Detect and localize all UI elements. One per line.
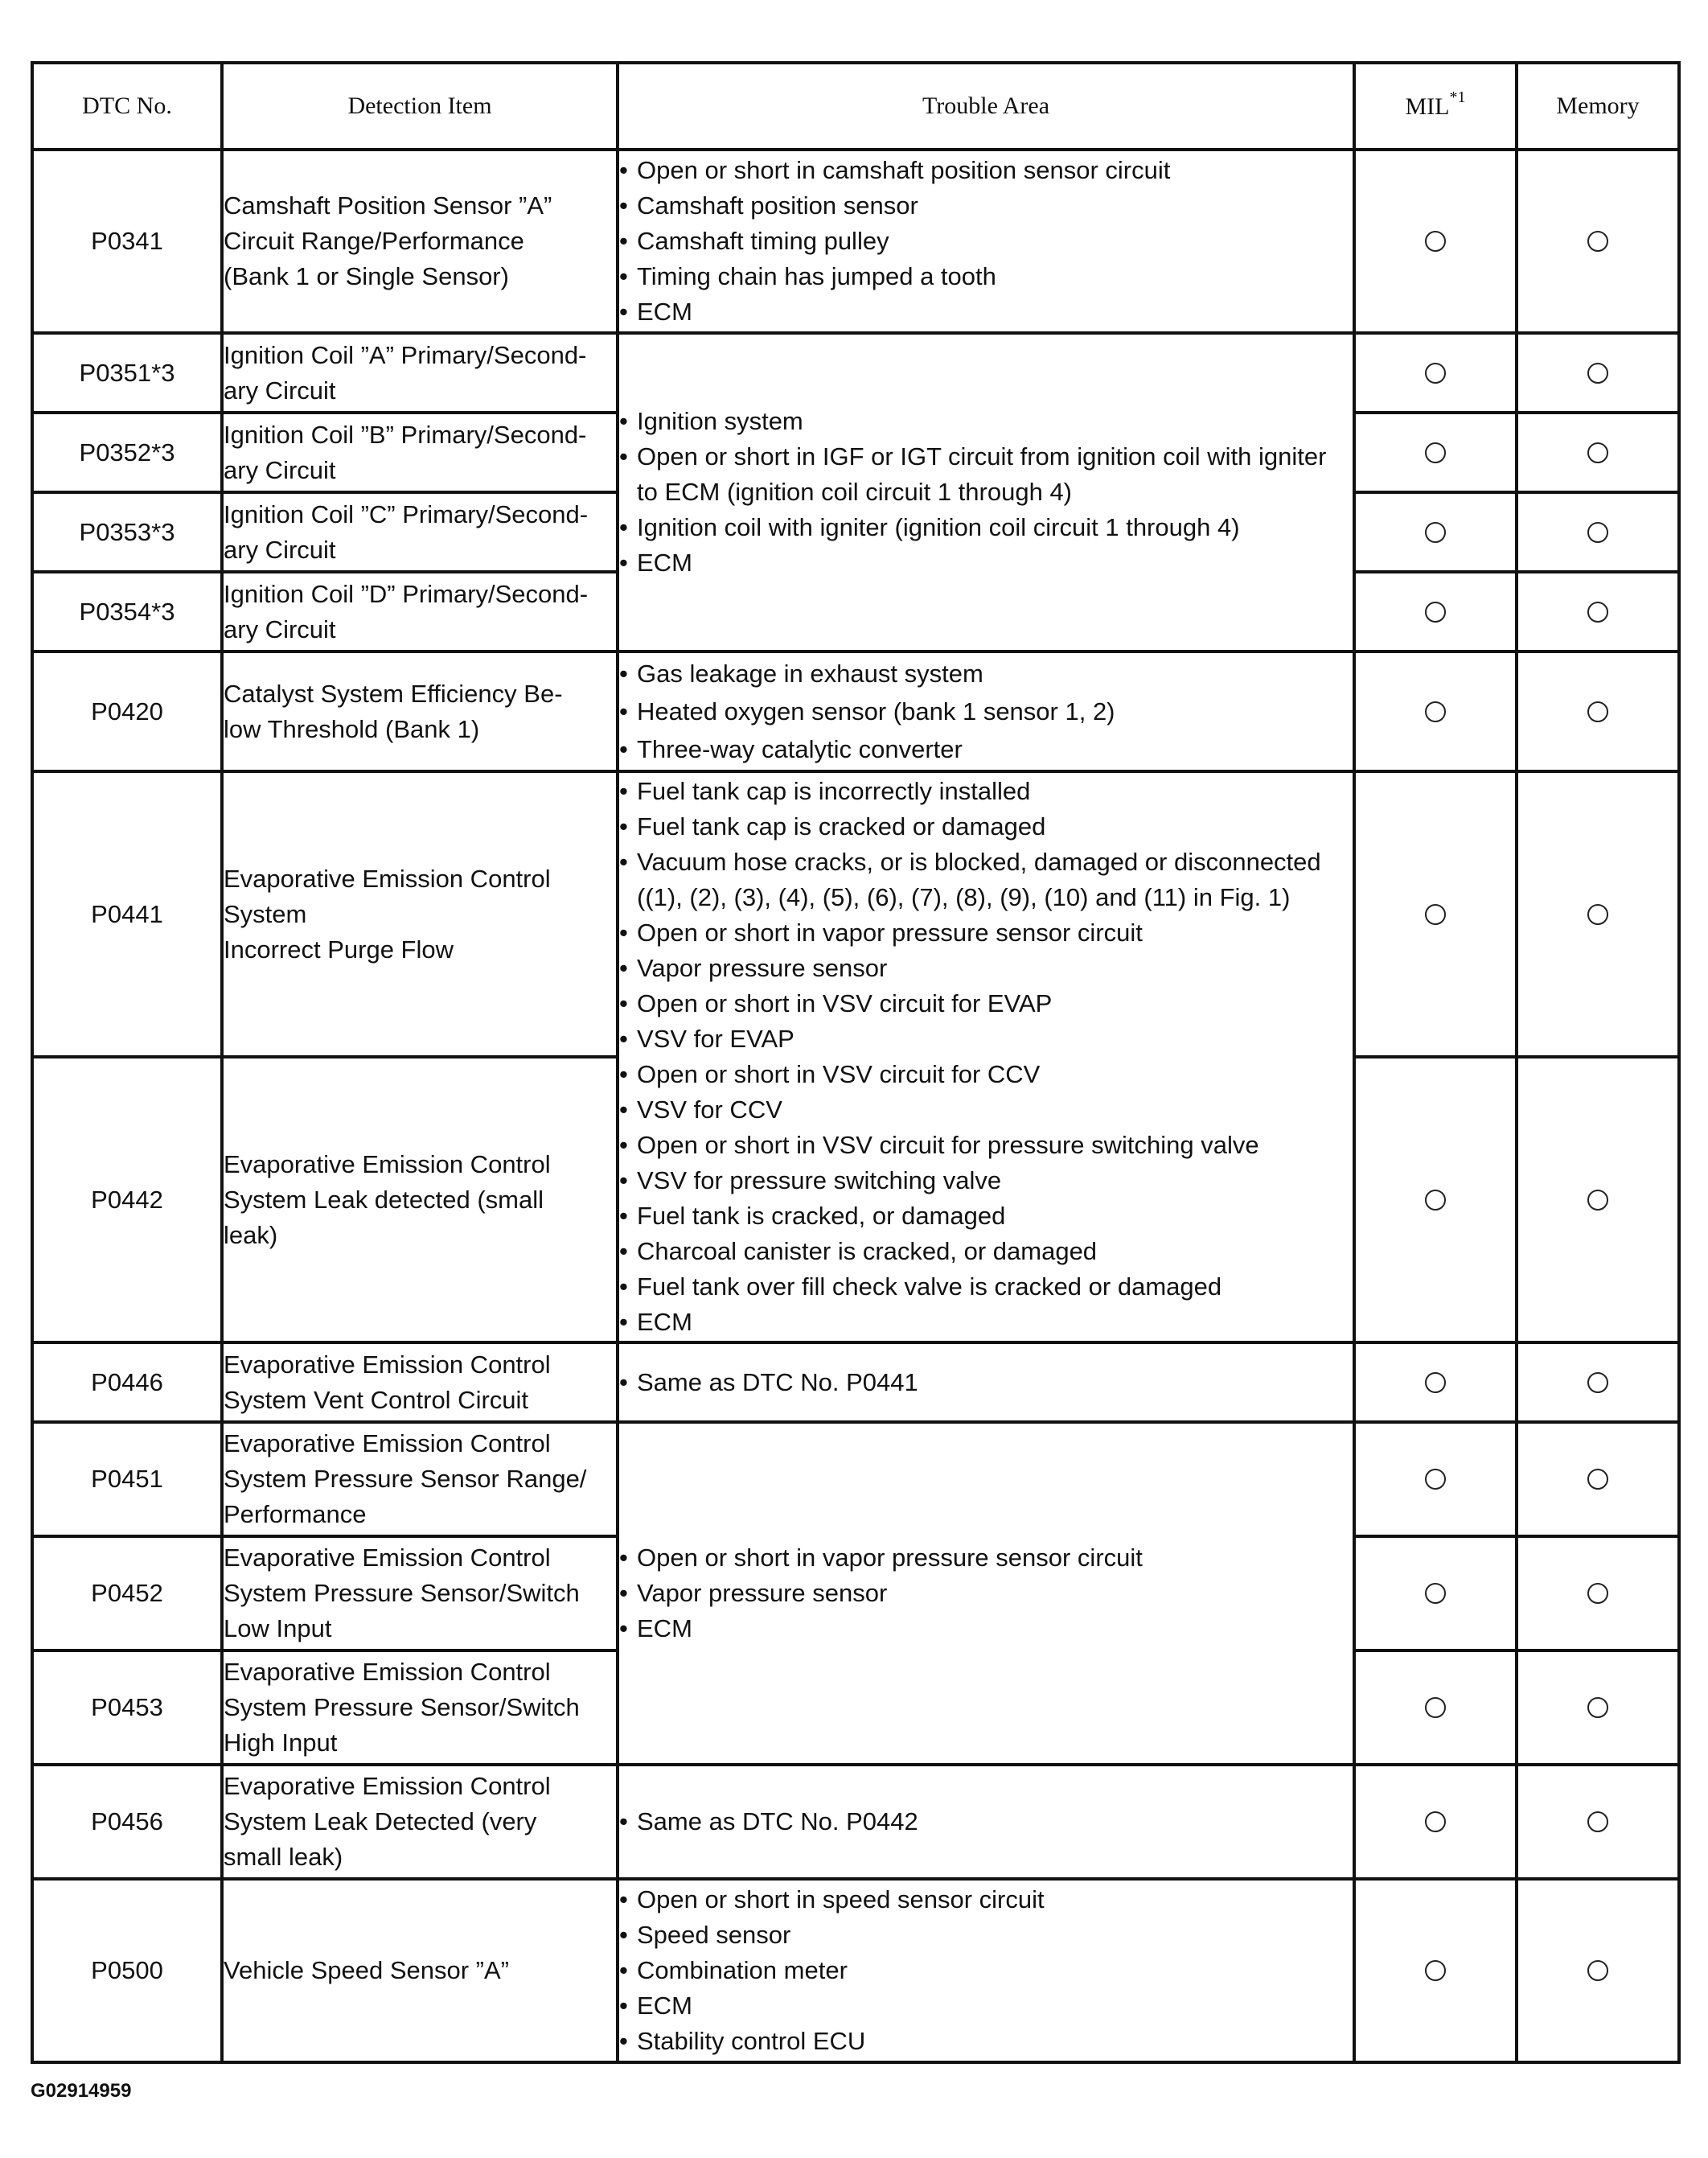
detection-item bbox=[222, 572, 618, 652]
header-dtc-no: DTC No. bbox=[32, 63, 222, 150]
trouble-area-item: • ECM bbox=[619, 545, 1353, 581]
circle-mark-icon bbox=[1425, 1372, 1446, 1393]
trouble-area-item: • Open or short in camshaft position sensor circuit bbox=[619, 153, 1353, 188]
mil-cell bbox=[1354, 492, 1517, 572]
item-line: Ignition Coil ”C” Primary/Second- bbox=[224, 499, 589, 528]
dtc-code: P0446 bbox=[32, 1342, 222, 1422]
trouble-area bbox=[618, 1879, 1354, 2062]
trouble-area-item: • Open or short in speed sensor circuit bbox=[619, 1882, 1353, 1918]
circle-mark-icon bbox=[1587, 602, 1608, 623]
dtc-code: P0451 bbox=[32, 1422, 222, 1536]
trouble-area-item: • Open or short in IGF or IGT circuit from ignition coil with igniter to ECM (ignition coil circuit 1 through 4) bbox=[619, 439, 1353, 510]
trouble-area-item: • Fuel tank is cracked, or damaged bbox=[619, 1198, 1353, 1234]
circle-mark-icon bbox=[1587, 522, 1608, 543]
circle-mark-icon bbox=[1425, 701, 1446, 722]
detection-item bbox=[222, 1765, 618, 1879]
trouble-area-item: • VSV for EVAP bbox=[619, 1021, 1353, 1057]
circle-mark-icon bbox=[1425, 1960, 1446, 1981]
memory-cell bbox=[1517, 1536, 1679, 1650]
table-row bbox=[32, 652, 1679, 771]
item-line: Camshaft Position Sensor ”A” bbox=[224, 191, 552, 220]
circle-mark-icon bbox=[1425, 904, 1446, 925]
mil-cell bbox=[1354, 652, 1517, 771]
mil-cell bbox=[1354, 572, 1517, 652]
trouble-area-item: • Open or short in VSV circuit for pressure switching valve bbox=[619, 1128, 1353, 1163]
circle-mark-icon bbox=[1587, 442, 1608, 463]
circle-mark-icon bbox=[1587, 1697, 1608, 1718]
circle-mark-icon bbox=[1425, 1190, 1446, 1211]
detection-item bbox=[222, 1650, 618, 1765]
memory-cell bbox=[1517, 1342, 1679, 1422]
trouble-area-item: • Fuel tank cap is incorrectly installed bbox=[619, 774, 1353, 809]
item-line: Catalyst System Efficiency Be- bbox=[224, 679, 563, 708]
trouble-area-item: • Ignition coil with igniter (ignition coil circuit 1 through 4) bbox=[619, 510, 1353, 545]
item-line: System Vent Control Circuit bbox=[224, 1385, 529, 1414]
circle-mark-icon bbox=[1425, 522, 1446, 543]
dtc-code: P0354*3 bbox=[32, 572, 222, 652]
circle-mark-icon bbox=[1425, 1469, 1446, 1490]
memory-cell bbox=[1517, 771, 1679, 1057]
item-line: System bbox=[224, 899, 307, 928]
mil-cell bbox=[1354, 1342, 1517, 1422]
mil-cell bbox=[1354, 1057, 1517, 1342]
table-row bbox=[32, 1342, 1679, 1422]
detection-item bbox=[222, 771, 618, 1057]
trouble-area-item: • Three-way catalytic converter bbox=[619, 730, 1353, 768]
trouble-area bbox=[618, 150, 1354, 333]
header-row bbox=[32, 63, 1679, 150]
dtc-code: P0456 bbox=[32, 1765, 222, 1879]
trouble-area-item: • Speed sensor bbox=[619, 1918, 1353, 1953]
trouble-area-item: • VSV for CCV bbox=[619, 1092, 1353, 1128]
item-line: low Threshold (Bank 1) bbox=[224, 714, 480, 743]
header-mil-label: MIL bbox=[1405, 93, 1450, 120]
figure-id: G02914959 bbox=[31, 2080, 132, 2102]
mil-cell bbox=[1354, 150, 1517, 333]
trouble-area-item: • ECM bbox=[619, 1611, 1353, 1646]
dtc-code: P0352*3 bbox=[32, 413, 222, 492]
circle-mark-icon bbox=[1425, 363, 1446, 384]
dtc-code: P0341 bbox=[32, 150, 222, 333]
item-line: Incorrect Purge Flow bbox=[224, 935, 454, 964]
memory-cell bbox=[1517, 652, 1679, 771]
mil-cell bbox=[1354, 771, 1517, 1057]
trouble-area-item: • Stability control ECU bbox=[619, 2024, 1353, 2059]
item-line: ary Circuit bbox=[224, 535, 336, 564]
header-mil bbox=[1354, 63, 1517, 150]
header-memory: Memory bbox=[1517, 63, 1679, 150]
detection-item bbox=[222, 333, 618, 413]
table-row bbox=[32, 150, 1679, 333]
mil-cell bbox=[1354, 1650, 1517, 1765]
trouble-area-item: • Same as DTC No. P0442 bbox=[619, 1804, 1353, 1839]
mil-cell bbox=[1354, 1536, 1517, 1650]
detection-item bbox=[222, 150, 618, 333]
detection-item bbox=[222, 652, 618, 771]
dtc-code: P0351*3 bbox=[32, 333, 222, 413]
circle-mark-icon bbox=[1425, 1697, 1446, 1718]
detection-item bbox=[222, 1879, 618, 2062]
item-line: System Leak detected (small bbox=[224, 1185, 544, 1214]
trouble-area-item: • ECM bbox=[619, 1988, 1353, 2024]
circle-mark-icon bbox=[1587, 904, 1608, 925]
trouble-area bbox=[618, 1422, 1354, 1765]
item-line: ary Circuit bbox=[224, 455, 336, 484]
circle-mark-icon bbox=[1425, 231, 1446, 252]
header-mil-note: *1 bbox=[1449, 88, 1466, 106]
dtc-code: P0441 bbox=[32, 771, 222, 1057]
table-row bbox=[32, 333, 1679, 413]
mil-cell bbox=[1354, 1422, 1517, 1536]
trouble-area-item: • Vacuum hose cracks, or is blocked, damaged or disconnected ((1), (2), (3), (4), (5), (6), (7), (8), (9), (10) and (11) in Fig. 1) bbox=[619, 845, 1353, 915]
item-line: small leak) bbox=[224, 1843, 343, 1871]
table-row bbox=[32, 771, 1679, 1057]
trouble-area-item: • Combination meter bbox=[619, 1953, 1353, 1988]
circle-mark-icon bbox=[1587, 363, 1608, 384]
trouble-area bbox=[618, 1342, 1354, 1422]
table-row bbox=[32, 1422, 1679, 1536]
memory-cell bbox=[1517, 413, 1679, 492]
trouble-area-item: • Timing chain has jumped a tooth bbox=[619, 259, 1353, 294]
trouble-area-item: • Camshaft position sensor bbox=[619, 188, 1353, 224]
mil-cell bbox=[1354, 413, 1517, 492]
circle-mark-icon bbox=[1587, 701, 1608, 722]
item-line: Performance bbox=[224, 1500, 367, 1528]
dtc-table bbox=[31, 61, 1681, 2064]
trouble-area-item: • Fuel tank over fill check valve is cracked or damaged bbox=[619, 1269, 1353, 1305]
trouble-area-item: • Heated oxygen sensor (bank 1 sensor 1, 2) bbox=[619, 693, 1353, 730]
trouble-area-item: • ECM bbox=[619, 1305, 1353, 1340]
trouble-area-item: • Open or short in vapor pressure sensor circuit bbox=[619, 1540, 1353, 1576]
detection-item bbox=[222, 492, 618, 572]
trouble-area-item: • Camshaft timing pulley bbox=[619, 224, 1353, 259]
item-line: System Leak Detected (very bbox=[224, 1807, 537, 1835]
item-line: leak) bbox=[224, 1220, 278, 1249]
item-line: High Input bbox=[224, 1728, 338, 1757]
dtc-code: P0353*3 bbox=[32, 492, 222, 572]
item-line: Ignition Coil ”D” Primary/Second- bbox=[224, 579, 589, 608]
detection-item bbox=[222, 413, 618, 492]
table-row bbox=[32, 1765, 1679, 1879]
trouble-area bbox=[618, 1765, 1354, 1879]
trouble-area-item: • Open or short in VSV circuit for EVAP bbox=[619, 986, 1353, 1021]
item-line: System Pressure Sensor Range/ bbox=[224, 1465, 587, 1493]
detection-item bbox=[222, 1422, 618, 1536]
item-line: Evaporative Emission Control bbox=[224, 1149, 551, 1178]
trouble-area bbox=[618, 652, 1354, 771]
dtc-code: P0453 bbox=[32, 1650, 222, 1765]
memory-cell bbox=[1517, 1650, 1679, 1765]
dtc-code: P0442 bbox=[32, 1057, 222, 1342]
item-line: Evaporative Emission Control bbox=[224, 1429, 551, 1457]
item-line: Low Input bbox=[224, 1614, 332, 1642]
item-line: Evaporative Emission Control bbox=[224, 1543, 551, 1572]
item-line: Evaporative Emission Control bbox=[224, 1350, 551, 1379]
trouble-area-item: • Same as DTC No. P0441 bbox=[619, 1365, 1353, 1400]
trouble-area-item: • VSV for pressure switching valve bbox=[619, 1163, 1353, 1198]
mil-cell bbox=[1354, 1765, 1517, 1879]
mil-cell bbox=[1354, 333, 1517, 413]
item-line: Circuit Range/Performance bbox=[224, 227, 524, 255]
trouble-area-item: • Ignition system bbox=[619, 404, 1353, 439]
item-line: System Pressure Sensor/Switch bbox=[224, 1579, 580, 1607]
circle-mark-icon bbox=[1425, 442, 1446, 463]
circle-mark-icon bbox=[1587, 231, 1608, 252]
trouble-area-item: • Open or short in VSV circuit for CCV bbox=[619, 1057, 1353, 1092]
trouble-area-item: • Vapor pressure sensor bbox=[619, 951, 1353, 986]
trouble-area bbox=[618, 771, 1354, 1342]
memory-cell bbox=[1517, 1422, 1679, 1536]
item-line: ary Circuit bbox=[224, 376, 336, 405]
trouble-area bbox=[618, 333, 1354, 652]
item-line: System Pressure Sensor/Switch bbox=[224, 1693, 580, 1721]
circle-mark-icon bbox=[1587, 1583, 1608, 1604]
circle-mark-icon bbox=[1425, 602, 1446, 623]
circle-mark-icon bbox=[1587, 1372, 1608, 1393]
trouble-area-item: • Fuel tank cap is cracked or damaged bbox=[619, 809, 1353, 845]
item-line: Ignition Coil ”B” Primary/Second- bbox=[224, 420, 587, 449]
memory-cell bbox=[1517, 1879, 1679, 2062]
memory-cell bbox=[1517, 492, 1679, 572]
memory-cell bbox=[1517, 572, 1679, 652]
memory-cell bbox=[1517, 1057, 1679, 1342]
circle-mark-icon bbox=[1425, 1583, 1446, 1604]
memory-cell bbox=[1517, 333, 1679, 413]
circle-mark-icon bbox=[1587, 1190, 1608, 1211]
trouble-area-item: • ECM bbox=[619, 294, 1353, 330]
trouble-area-item: • Charcoal canister is cracked, or damaged bbox=[619, 1234, 1353, 1269]
item-line: Vehicle Speed Sensor ”A” bbox=[224, 1956, 509, 1984]
circle-mark-icon bbox=[1587, 1469, 1608, 1490]
memory-cell bbox=[1517, 1765, 1679, 1879]
detection-item bbox=[222, 1536, 618, 1650]
circle-mark-icon bbox=[1587, 1960, 1608, 1981]
table-row bbox=[32, 1879, 1679, 2062]
detection-item bbox=[222, 1057, 618, 1342]
dtc-code: P0452 bbox=[32, 1536, 222, 1650]
item-line: Evaporative Emission Control bbox=[224, 1658, 551, 1686]
circle-mark-icon bbox=[1587, 1811, 1608, 1832]
trouble-area-item: • Vapor pressure sensor bbox=[619, 1576, 1353, 1611]
circle-mark-icon bbox=[1425, 1811, 1446, 1832]
item-line: Evaporative Emission Control bbox=[224, 1772, 551, 1800]
trouble-area-item: • Gas leakage in exhaust system bbox=[619, 655, 1353, 693]
item-line: (Bank 1 or Single Sensor) bbox=[224, 262, 509, 290]
item-line: ary Circuit bbox=[224, 615, 336, 643]
memory-cell bbox=[1517, 150, 1679, 333]
item-line: Evaporative Emission Control bbox=[224, 864, 551, 893]
trouble-area-item: • Open or short in vapor pressure sensor circuit bbox=[619, 915, 1353, 951]
header-detection-item: Detection Item bbox=[222, 63, 618, 150]
header-trouble-area: Trouble Area bbox=[618, 63, 1354, 150]
detection-item bbox=[222, 1342, 618, 1422]
dtc-code: P0500 bbox=[32, 1879, 222, 2062]
item-line: Ignition Coil ”A” Primary/Second- bbox=[224, 340, 587, 369]
dtc-code: P0420 bbox=[32, 652, 222, 771]
mil-cell bbox=[1354, 1879, 1517, 2062]
